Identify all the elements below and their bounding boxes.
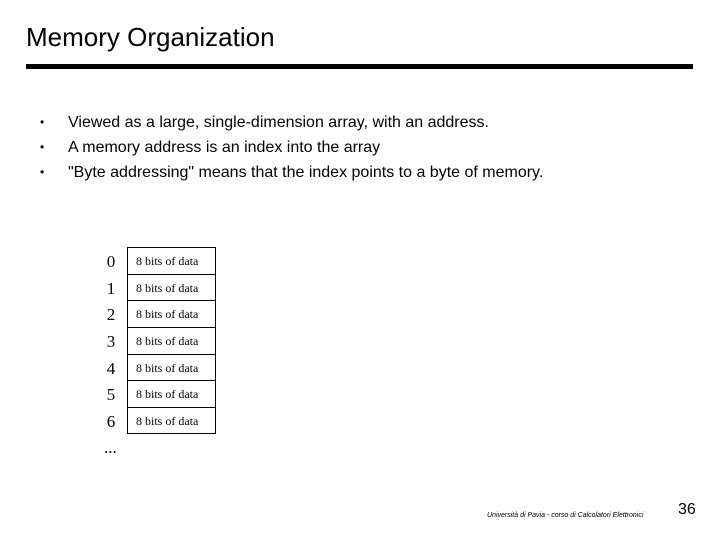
memory-address: 1 <box>106 278 116 298</box>
footer-text: Università di Pavia - corso di Calcolatori Elettronici <box>487 512 644 519</box>
bullet-icon: • <box>40 115 45 129</box>
bullet-item <box>40 110 543 135</box>
memory-cell: 8 bits of data <box>127 327 216 354</box>
memory-cell: 8 bits of data <box>127 247 216 274</box>
page-number: 36 <box>678 501 696 518</box>
memory-address: 6 <box>106 412 116 432</box>
bullet-list <box>40 110 543 185</box>
memory-address: 4 <box>106 358 116 378</box>
slide-title: Memory Organization <box>26 22 275 52</box>
bullet-icon: • <box>40 165 45 179</box>
bullet-text: Viewed as a large, single-dimension array, with an address. <box>68 114 489 131</box>
memory-ellipsis: ... <box>104 438 117 457</box>
title-rule <box>26 64 693 69</box>
bullet-text: "Byte addressing" means that the index points to a byte of memory. <box>68 164 544 181</box>
memory-address: 5 <box>106 385 116 405</box>
bullet-item <box>40 160 543 185</box>
memory-cell: 8 bits of data <box>127 274 216 301</box>
memory-address: 2 <box>106 305 116 325</box>
memory-cell: 8 bits of data <box>127 300 216 327</box>
memory-cell: 8 bits of data <box>127 407 216 434</box>
bullet-text: A memory address is an index into the array <box>68 139 381 156</box>
memory-address: 0 <box>106 252 116 271</box>
bullet-item <box>40 135 543 160</box>
bullet-icon: • <box>40 140 45 154</box>
memory-address: 3 <box>106 332 116 352</box>
memory-cell: 8 bits of data <box>127 354 216 381</box>
memory-cell: 8 bits of data <box>127 380 216 407</box>
